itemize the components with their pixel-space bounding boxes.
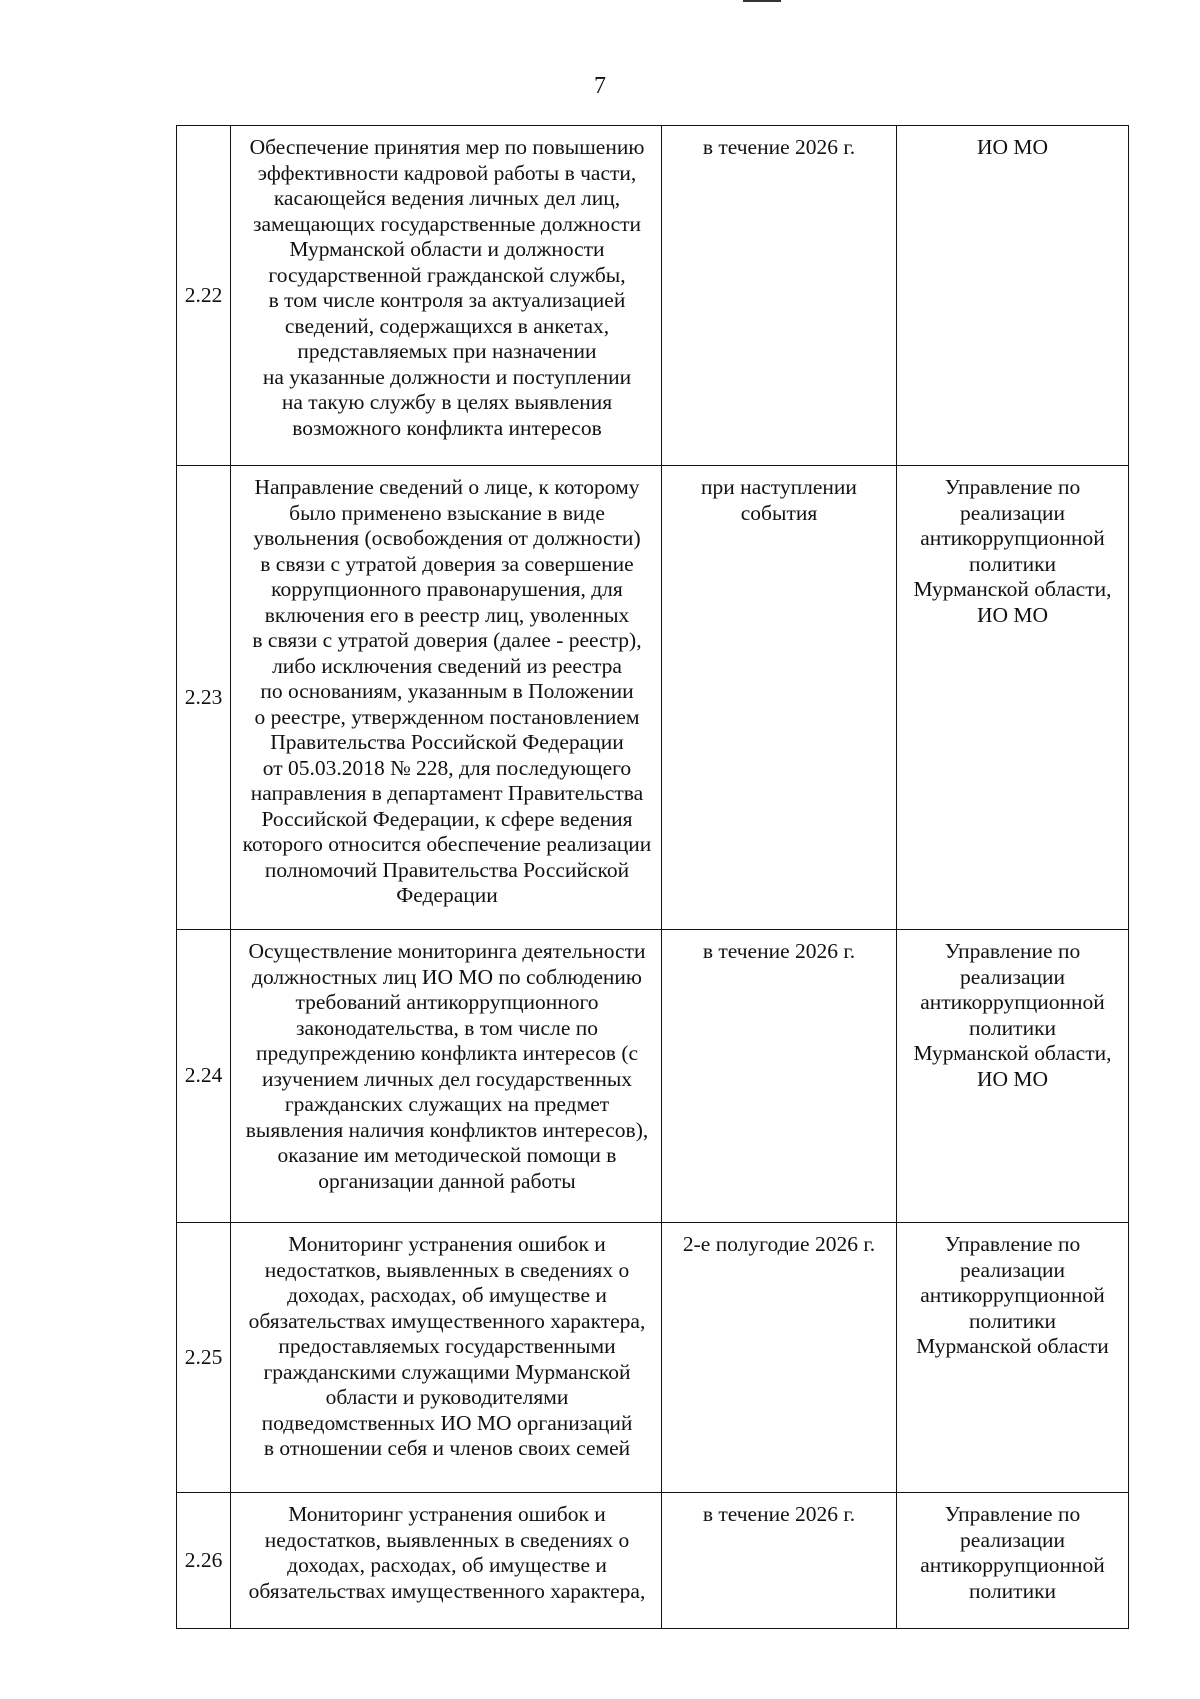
measure-description-line: направления в департамент Правительства	[250, 781, 644, 805]
measure-description-line: от 05.03.2018 № 228, для последующего	[262, 755, 632, 780]
responsible-line: Управление по	[944, 939, 1081, 963]
responsible-line: ИО МО	[976, 602, 1049, 627]
responsible-line: Мурманской области,	[913, 1041, 1112, 1065]
measure-description-line: либо исключения сведений из реестра	[272, 653, 622, 678]
measure-description-cell	[231, 1223, 662, 1493]
measure-description-line: Направление сведений о лице, к которому	[254, 475, 640, 499]
measure-description-line: Мониторинг устранения ошибок и	[288, 1502, 606, 1526]
measure-description-cell	[231, 126, 662, 466]
responsible-line: Мурманской области	[916, 1334, 1109, 1358]
deadline-line: в течение 2026 г.	[702, 1502, 856, 1526]
measure-description-line: на такую службу в целях выявления	[281, 390, 613, 414]
responsible-line: Управление по	[944, 1502, 1081, 1526]
row-number: 2.26	[177, 1493, 231, 1629]
responsible-line: антикоррупционной	[920, 1283, 1105, 1307]
table-row	[177, 930, 1129, 1223]
measure-description-line: на указанные должности и поступлении	[262, 364, 632, 389]
measure-description-line: в связи с утратой доверия за совершение	[260, 551, 634, 576]
measure-description-line: Правительства Российской Федерации	[270, 730, 624, 754]
measure-description-line: коррупционного правонарушения, для	[271, 577, 623, 601]
measure-description-line: оказание им методической помощи в	[277, 1143, 617, 1167]
table-row	[177, 466, 1129, 930]
measure-description-line: предоставляемых государственными	[278, 1334, 616, 1358]
measure-description-line: Мурманской области и должности	[289, 237, 605, 261]
responsible-cell	[897, 1493, 1129, 1629]
deadline-line: события	[740, 500, 818, 525]
responsible-line: реализации	[959, 964, 1066, 989]
responsible-cell	[897, 466, 1129, 930]
measure-description-line: о реестре, утвержденном постановлением	[254, 704, 640, 729]
measure-description-line: полномочий Правительства Российской	[264, 857, 630, 882]
measure-description-line: области и руководителями	[325, 1385, 569, 1409]
responsible-line: антикоррупционной	[920, 990, 1105, 1014]
responsible-line: ИО МО	[976, 135, 1049, 159]
measure-description-line: выявления наличия конфликтов интересов),	[245, 1117, 649, 1142]
table-row	[177, 126, 1129, 466]
deadline-cell	[662, 466, 897, 930]
row-number: 2.22	[177, 126, 231, 466]
measure-description-line: должностных лиц ИО МО по соблюдению	[252, 964, 642, 989]
responsible-line: реализации	[959, 500, 1066, 525]
row-number: 2.23	[177, 466, 231, 930]
responsible-line: политики	[968, 1308, 1057, 1333]
responsible-line: антикоррупционной	[920, 1553, 1105, 1577]
deadline-cell	[662, 930, 897, 1223]
responsible-cell	[897, 930, 1129, 1223]
measure-description-line: подведомственных ИО МО организаций	[261, 1410, 633, 1435]
row-number: 2.25	[177, 1223, 231, 1493]
responsible-line: реализации	[959, 1257, 1066, 1282]
deadline-cell	[662, 1223, 897, 1493]
measure-description-line: гражданскими служащими Мурманской	[263, 1359, 631, 1384]
responsible-line: ИО МО	[976, 1066, 1049, 1091]
measure-description-line: Федерации	[396, 883, 498, 907]
deadline-cell	[662, 1493, 897, 1629]
measure-description-line: Обеспечение принятия мер по повышению	[249, 135, 645, 159]
measure-description-line: было применено взыскание в виде	[289, 500, 605, 525]
responsible-line: политики	[968, 551, 1057, 576]
measure-description-line: государственной гражданской службы,	[268, 262, 626, 287]
responsible-cell	[897, 126, 1129, 466]
measure-description-line: возможного конфликта интересов	[292, 415, 602, 440]
measure-description-line: эффективности кадровой работы в части,	[257, 160, 637, 185]
measure-description-line: представляемых при назначении	[297, 339, 597, 363]
measure-description-cell	[231, 930, 662, 1223]
measure-description-line: обязательствах имущественного характера,	[248, 1308, 646, 1333]
measure-description-line: сведений, содержащихся в анкетах,	[284, 313, 610, 338]
deadline-cell	[662, 126, 897, 466]
deadline-line: в течение 2026 г.	[702, 135, 856, 159]
measure-description-line: Российской Федерации, к сфере ведения	[261, 806, 633, 831]
measure-description-line: организации данной работы	[318, 1168, 576, 1193]
measure-description-line: замещающих государственные должности	[252, 211, 642, 236]
responsible-line: Управление по	[944, 475, 1081, 499]
measure-description-line: изучением личных дел государственных	[261, 1066, 633, 1091]
measure-description-cell	[231, 1493, 662, 1629]
responsible-line: Управление по	[944, 1232, 1081, 1256]
measure-description-line: касающейся ведения личных дел лиц,	[273, 186, 621, 210]
responsible-cell	[897, 1223, 1129, 1493]
table-row	[177, 1223, 1129, 1493]
measure-description-line: требований антикоррупционного	[295, 990, 599, 1014]
measure-description-cell	[231, 466, 662, 930]
measure-description-line: гражданских служащих на предмет	[284, 1092, 610, 1116]
responsible-line: политики	[968, 1015, 1057, 1040]
responsible-line: Мурманской области,	[913, 577, 1112, 601]
measure-description-line: которого относится обеспечение реализации	[242, 832, 652, 856]
top-edge-mark	[743, 0, 781, 2]
measures-table	[176, 125, 1129, 1629]
measure-description-line: законодательства, в том числе по	[296, 1015, 598, 1040]
table-body	[177, 126, 1129, 1629]
measure-description-line: в отношении себя и членов своих семей	[263, 1436, 631, 1460]
measure-description-line: по основаниям, указанным в Положении	[260, 679, 634, 703]
measure-description-line: обязательствах имущественного характера,	[248, 1578, 646, 1603]
measure-description-line: Мониторинг устранения ошибок и	[288, 1232, 606, 1256]
measure-description-line: недостатков, выявленных в сведениях о	[264, 1527, 630, 1552]
measure-description-line: доходах, расходах, об имуществе и	[287, 1553, 607, 1577]
responsible-line: антикоррупционной	[920, 526, 1105, 550]
measure-description-line: Осуществление мониторинга деятельности	[248, 939, 646, 963]
deadline-line: в течение 2026 г.	[702, 939, 856, 963]
responsible-line: политики	[968, 1578, 1057, 1603]
measure-description-line: включения его в реестр лиц, уволенных	[264, 602, 630, 627]
table-row	[177, 1493, 1129, 1629]
deadline-line: при наступлении	[701, 475, 857, 499]
page-number: 7	[594, 73, 606, 99]
measure-description-line: увольнения (освобождения от должности)	[253, 526, 641, 550]
deadline-line: 2-е полугодие 2026 г.	[682, 1232, 876, 1256]
responsible-line: реализации	[959, 1527, 1066, 1552]
measure-description-line: недостатков, выявленных в сведениях о	[264, 1257, 630, 1282]
measure-description-line: в связи с утратой доверия (далее - реестр),	[252, 628, 642, 652]
measure-description-line: предупреждению конфликта интересов (с	[255, 1041, 639, 1065]
measure-description-line: доходах, расходах, об имуществе и	[287, 1283, 607, 1307]
measure-description-line: в том числе контроля за актуализацией	[268, 288, 626, 312]
row-number: 2.24	[177, 930, 231, 1223]
